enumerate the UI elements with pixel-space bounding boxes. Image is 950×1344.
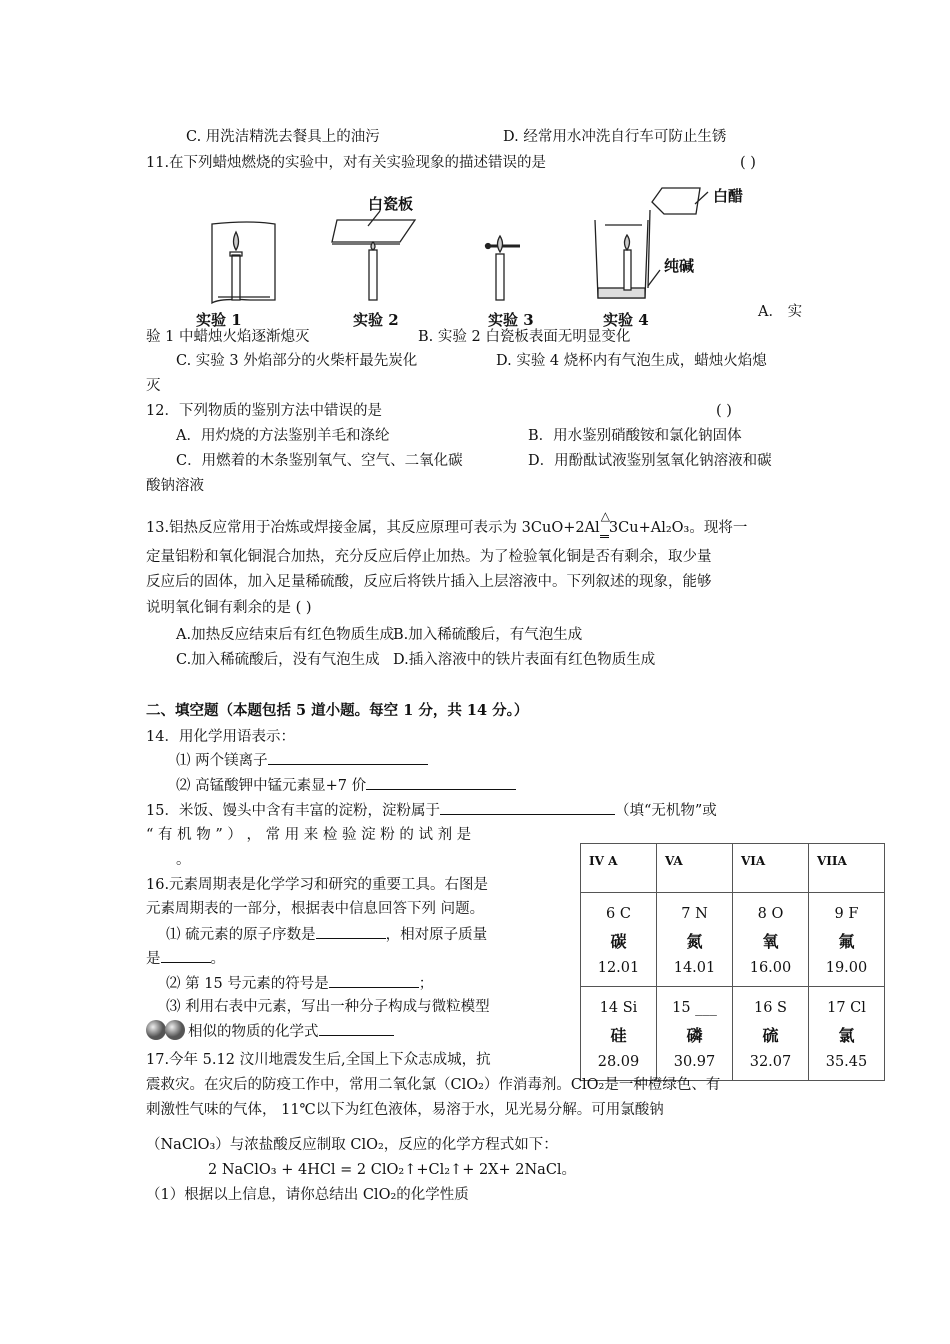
q14-item-1: ⑴ 两个镁离子 xyxy=(176,750,428,771)
q17-item-1: （1）根据以上信息，请你总结出 ClO₂的化学性质 xyxy=(146,1187,469,1203)
q15-line-2: “ 有 机 物 ” ） ， 常 用 来 检 验 淀 粉 的 试 剂 是 xyxy=(146,827,472,843)
atomic-mass: 30.97 xyxy=(673,1054,716,1070)
candle-experiments-figure xyxy=(190,180,730,310)
group-header: VIIA xyxy=(809,844,885,893)
q16-line-1: 16.元素周期表是化学学习和研究的重要工具。右图是 xyxy=(146,877,489,893)
answer-blank[interactable] xyxy=(316,924,386,939)
soda-label: 纯碱 xyxy=(664,257,695,275)
q12-answer-paren: ( ) xyxy=(716,403,732,419)
periodic-table-excerpt xyxy=(580,843,885,1081)
section-2-heading: 二、填空题（本题包括 5 道小题。每空 1 分，共 14 分。） xyxy=(146,702,529,719)
element-name: 磷 xyxy=(686,1026,703,1045)
element-name: 氧 xyxy=(762,932,779,951)
q10-option-d: D. 经常用水冲洗自行车可防止生锈 xyxy=(503,129,727,145)
answer-blank[interactable] xyxy=(161,948,211,963)
atomic-mass: 19.00 xyxy=(825,960,868,976)
q11-option-a-end: 验 1 中蜡烛火焰逐渐熄灭 xyxy=(146,329,310,345)
q14-stem: 14．用化学用语表示： xyxy=(146,729,295,745)
element-number-symbol: 9 F xyxy=(834,906,859,922)
atomic-mass: 16.00 xyxy=(749,960,792,976)
q13-option-a: A.加热反应结束后有红色物质生成 xyxy=(176,627,395,643)
answer-blank[interactable] xyxy=(319,1021,394,1036)
experiment-2-label: 实验 2 xyxy=(353,311,399,329)
q13-line-4: 说明氧化铜有剩余的是 ( ) xyxy=(146,600,312,616)
q12-stem: 12．下列物质的鉴别方法中错误的是 xyxy=(146,403,382,419)
element-number-symbol: 16 S xyxy=(754,1000,787,1016)
element-cell xyxy=(657,987,733,1081)
q12-option-d-end: 酸钠溶液 xyxy=(146,478,204,494)
element-name: 硅 xyxy=(610,1026,627,1045)
q13-line-1: 13.铝热反应常用于冶炼或焊接金属，其反应原理可表示为 3CuO+2Al △ 3Cu+Al₂O₃。现将一 xyxy=(146,509,748,536)
element-cell xyxy=(809,893,885,987)
q12-option-d: D．用酚酞试液鉴别氢氧化钠溶液和碳 xyxy=(528,453,772,469)
heat-condition-sign: △ xyxy=(600,521,609,538)
q12-option-a: A．用灼烧的方法鉴别羊毛和涤纶 xyxy=(176,428,390,444)
answer-blank[interactable] xyxy=(440,800,615,815)
q17-line-2: 震救灾。在灾后的防疫工作中，常用二氧化氯（ClO₂）作消毒剂。ClO₂是一种橙绿色、有 xyxy=(146,1077,721,1093)
element-cell xyxy=(581,893,657,987)
answer-blank[interactable] xyxy=(268,750,428,765)
q10-option-c: C. 用洗洁精洗去餐具上的油污 xyxy=(186,129,380,145)
q11-option-d-end: 灭 xyxy=(146,378,161,394)
q14-item-2: ⑵ 高锰酸钾中锰元素显+7 价 xyxy=(176,775,516,796)
element-name: 氮 xyxy=(686,932,703,951)
q11-option-c: C. 实验 3 外焰部分的火柴杆最先炭化 xyxy=(176,353,418,369)
experiment-2-drawing xyxy=(332,211,415,300)
q11-option-b: B. 实验 2 白瓷板表面无明显变化 xyxy=(418,329,631,345)
q13-option-c: C.加入稀硫酸后，没有气泡生成 xyxy=(176,652,380,668)
element-number-symbol: 8 O xyxy=(757,906,784,922)
q13-line-2: 定量铝粉和氧化铜混合加热，充分反应后停止加热。为了检验氧化铜是否有剩余，取少量 xyxy=(146,549,712,565)
element-name: 硫 xyxy=(762,1026,779,1045)
group-header: VIA xyxy=(733,844,809,893)
group-header: VA xyxy=(657,844,733,893)
element-number-symbol: 14 Si xyxy=(599,1000,638,1016)
q15-line-3: 。 xyxy=(176,852,191,868)
element-number-symbol: 6 C xyxy=(606,906,631,922)
q16-line-2: 元素周期表的一部分，根据表中信息回答下列 问题。 xyxy=(146,901,485,917)
element-number-symbol: 17 Cl xyxy=(827,1000,866,1016)
element-cell xyxy=(581,987,657,1081)
group-header: IV A xyxy=(581,844,657,893)
experiment-4-label: 实验 4 xyxy=(603,311,649,329)
element-number-symbol: 15 ___ xyxy=(672,1000,717,1016)
element-name: 氯 xyxy=(838,1026,855,1045)
q12-option-b: B．用水鉴别硝酸铵和氯化钠固体 xyxy=(528,428,742,444)
element-name: 氟 xyxy=(838,932,855,951)
atomic-mass: 35.45 xyxy=(825,1054,868,1070)
q17-line-4: （NaClO₃）与浓盐酸反应制取 ClO₂，反应的化学方程式如下： xyxy=(146,1137,558,1153)
white-plate-label: 白瓷板 xyxy=(368,195,414,213)
q11-answer-paren: ( ) xyxy=(740,155,756,171)
q16-item-3-end: 相似的物质的化学式 xyxy=(188,1021,394,1042)
q11-option-a-start: A． 实 xyxy=(758,304,803,320)
q13-option-b: B.加入稀硫酸后，有气泡生成 xyxy=(393,627,583,643)
experiment-4-drawing xyxy=(595,188,708,298)
atomic-mass: 28.09 xyxy=(597,1054,640,1070)
element-cell xyxy=(657,893,733,987)
diatomic-molecule-model-icon xyxy=(145,1019,187,1041)
q16-item-3: ⑶ 利用右表中元素，写出一种分子构成与微粒模型 xyxy=(166,999,490,1015)
q16-item-1-end: 是 。 xyxy=(146,948,225,969)
vinegar-label: 白醋 xyxy=(713,187,744,205)
atomic-mass: 14.01 xyxy=(673,960,716,976)
element-number-symbol: 7 N xyxy=(681,906,708,922)
element-name: 碳 xyxy=(610,932,627,951)
q11-stem: 11.在下列蜡烛燃烧的实验中，对有关实验现象的描述错误的是 xyxy=(146,155,547,171)
q16-item-1: ⑴ 硫元素的原子序数是 ，相对原子质量 xyxy=(166,924,487,945)
atomic-mass: 32.07 xyxy=(749,1054,792,1070)
element-cell xyxy=(809,987,885,1081)
q13-option-d: D.插入溶液中的铁片表面有红色物质生成 xyxy=(393,652,656,668)
q15-line-1: 15．米饭、馒头中含有丰富的淀粉，淀粉属于 （填“无机物”或 xyxy=(146,800,717,821)
experiment-1-label: 实验 1 xyxy=(196,311,242,329)
experiment-1-drawing xyxy=(212,222,275,303)
answer-blank[interactable] xyxy=(329,973,419,988)
q11-option-d: D. 实验 4 烧杯内有气泡生成，蜡烛火焰熄 xyxy=(496,353,767,369)
q13-line-3: 反应后的固体，加入足量稀硫酸，反应后将铁片插入上层溶液中。下列叙述的现象，能够 xyxy=(146,574,712,590)
element-cell xyxy=(733,987,809,1081)
atomic-mass: 12.01 xyxy=(597,960,640,976)
element-cell xyxy=(733,893,809,987)
q12-option-c: C．用燃着的木条鉴别氧气、空气、二氧化碳 xyxy=(176,453,463,469)
q17-line-1: 17.今年 5.12 汶川地震发生后,全国上下众志成城，抗 xyxy=(146,1052,491,1068)
experiment-3-drawing xyxy=(486,236,521,300)
experiment-3-label: 实验 3 xyxy=(488,311,534,329)
q17-equation: 2 NaClO₃ + 4HCl = 2 ClO₂↑+Cl₂↑+ 2X+ 2NaCl。 xyxy=(208,1162,577,1178)
answer-blank[interactable] xyxy=(366,775,516,790)
q16-item-2: ⑵ 第 15 号元素的符号是 ； xyxy=(166,973,433,994)
q17-line-3: 刺激性气味的气体， 11℃以下为红色液体，易溶于水，见光易分解。可用氯酸钠 xyxy=(146,1102,664,1118)
